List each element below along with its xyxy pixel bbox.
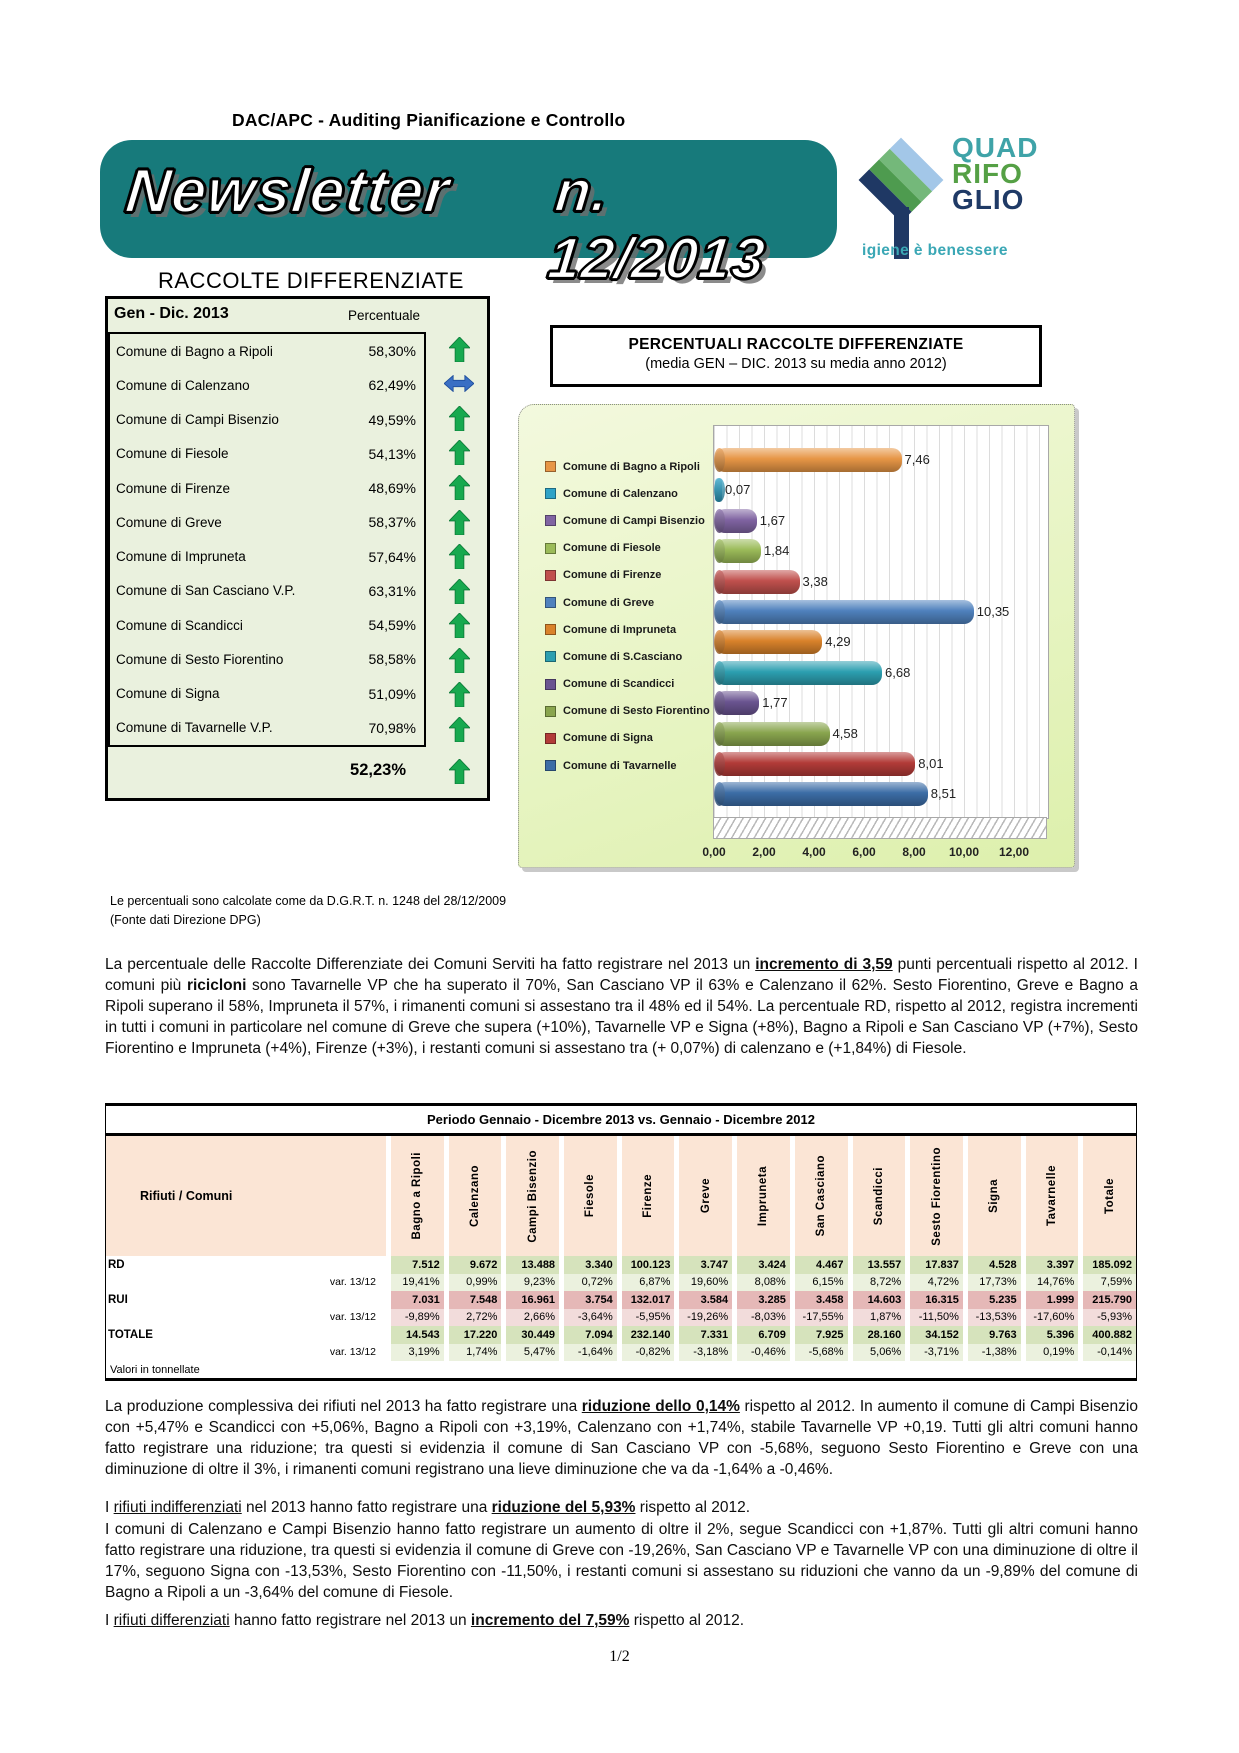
rd-trend-arrows <box>430 332 488 797</box>
row-label: var. 13/12 <box>106 1309 386 1327</box>
legend-label: Comune di Sesto Fiorentino <box>563 705 710 718</box>
chart-title-box <box>550 325 1042 387</box>
x-axis-tick: 0,00 <box>702 845 726 859</box>
data-cell: 8,72% <box>853 1274 906 1292</box>
data-cell: 3.397 <box>1026 1256 1079 1274</box>
bar-end-cap <box>714 600 725 624</box>
row-label: var. 13/12 <box>106 1344 386 1362</box>
logo-wordmark <box>952 132 1039 216</box>
up-arrow-icon <box>430 539 488 574</box>
data-cell: 2,66% <box>506 1309 559 1327</box>
legend-label: Comune di Fiesole <box>563 542 661 555</box>
legend-label: Comune di Tavarnelle <box>563 759 677 772</box>
chart-bar <box>715 509 757 533</box>
comune-percentage: 62,49% <box>368 377 416 394</box>
x-axis-tick: 6,00 <box>852 845 876 859</box>
data-cell: 14.543 <box>391 1326 444 1344</box>
legend-label: Comune di Firenze <box>563 569 662 582</box>
legend-swatch-icon <box>545 733 556 744</box>
data-cell: 1,74% <box>449 1344 502 1362</box>
bar-value-label: 1,84 <box>764 543 790 559</box>
bar-value-label: 10,35 <box>976 604 1010 619</box>
data-cell: 16.961 <box>506 1291 559 1309</box>
chart-bar <box>715 630 822 654</box>
data-cell: 1.999 <box>1026 1291 1079 1309</box>
paragraph-total-production: La produzione complessiva dei rifiuti nel 2013 ha fatto registrare una riduzione dello 0,14% rispetto al 2012. In aumento il comune di Campi Bisenzio con +5,47% e Scandicci con +5,06%, Bagno a Ripoli con +3,19%, Calenzano con +1,74%, stabile Tavarnelle VP +0,19. Tutti gli altri comuni hanno fatto registrare una riduzione; tra questi si evidenzia il comune di San Casciano VP con -5,68%, seguono Sesto Fiorentino e Greve con una diminuzione di oltre il 3%, i rimanenti comuni registrano una lieve diminuzione che va da -1,64% a -0,46%. <box>105 1398 1138 1478</box>
column-header-label: Totale <box>1103 1177 1116 1214</box>
rd-table-row <box>110 437 424 471</box>
data-cell: 30.449 <box>506 1326 559 1344</box>
legend-item <box>545 752 710 779</box>
legend-label: Comune di Impruneta <box>563 623 677 636</box>
data-cell: 5.396 <box>1026 1326 1079 1344</box>
chart-x-axis <box>519 845 1074 863</box>
data-cell: 5,06% <box>853 1344 906 1362</box>
data-cell: 232.140 <box>622 1326 675 1344</box>
comune-percentage: 58,58% <box>368 651 416 668</box>
column-header-label: Greve <box>699 1178 712 1214</box>
column-header-label: San Casciano <box>815 1155 828 1237</box>
paragraph-rd-increase: I rifiuti differenziati hanno fatto registrare nel 2013 un incremento del 7,59% rispetto al 2012. <box>105 1612 745 1629</box>
up-arrow-icon <box>430 401 488 436</box>
paragraph-rui-detail: I comuni di Calenzano e Campi Bisenzio hanno fatto registrare un aumento di oltre il 2%, segue Scandicci con +1,87%. Tutti gli altri comuni hanno fatto registrare una riduzione, tra questi si evidenzia il comune di Greve con -19,26%, San Casciano VP e Tavarnelle VP con una diminuzione di oltre il 17%, seguono Signa con -13,53%, Sesto Fiorentino con -11,50%, i restanti comuni si assestano su riduzioni che vanno da un -9,89% del comune di Bagno a Ripoli a un -3,64% del comune di Fiesole. <box>105 1521 1138 1601</box>
flat-arrow-icon <box>430 367 488 402</box>
rd-table <box>105 296 490 801</box>
bar-end-cap <box>714 509 725 533</box>
column-header-label: Fiesole <box>584 1174 597 1218</box>
data-cell: 100.123 <box>622 1256 675 1274</box>
up-arrow-icon <box>430 574 488 609</box>
data-cell: 3,19% <box>391 1344 444 1362</box>
legend-swatch-icon <box>545 461 556 472</box>
column-header-label: Impruneta <box>757 1165 770 1227</box>
column-header-label: Scandicci <box>872 1166 885 1226</box>
bar-end-cap <box>714 752 725 776</box>
rd-table-row <box>110 711 424 745</box>
row-label: RUI <box>106 1291 386 1309</box>
comune-percentage: 58,37% <box>368 514 416 531</box>
up-arrow-icon <box>430 643 488 678</box>
comune-name: Comune di Campi Bisenzio <box>116 412 279 428</box>
data-cell: -17,60% <box>1026 1309 1079 1327</box>
legend-label: Comune di S.Casciano <box>563 650 683 663</box>
data-cell: 3.754 <box>564 1291 617 1309</box>
chart-bar <box>715 782 928 806</box>
data-cell: 7.512 <box>391 1256 444 1274</box>
logo-tagline: igiene è benessere <box>862 242 1008 259</box>
up-arrow-icon <box>430 747 488 797</box>
data-cell: -5,95% <box>622 1309 675 1327</box>
comune-percentage: 54,13% <box>368 445 416 462</box>
legend-item <box>545 535 710 562</box>
comune-name: Comune di Signa <box>116 686 220 702</box>
comune-name: Comune di Fiesole <box>116 446 229 462</box>
data-cell: -5,93% <box>1083 1309 1136 1327</box>
x-axis-tick: 12,00 <box>998 845 1030 859</box>
data-cell: 17,73% <box>968 1274 1021 1292</box>
department-title: DAC/APC - Auditing Pianificazione e Controllo <box>232 110 626 130</box>
up-arrow-icon <box>430 608 488 643</box>
up-arrow-icon <box>430 470 488 505</box>
rd-footnote <box>110 892 506 930</box>
rd-total-value: 52,23% <box>350 761 406 779</box>
chart-bar <box>715 691 759 715</box>
data-cell: -0,82% <box>622 1344 675 1362</box>
comune-name: Comune di Greve <box>116 514 222 530</box>
comune-percentage: 58,30% <box>368 343 416 360</box>
comune-percentage: 48,69% <box>368 480 416 497</box>
chart-subtitle: (media GEN – DIC. 2013 su media anno 2012) <box>645 356 947 372</box>
chart-bar <box>715 448 902 472</box>
legend-item <box>545 671 710 698</box>
legend-swatch-icon <box>545 570 556 581</box>
data-cell: 7.031 <box>391 1291 444 1309</box>
column-header-label: Bagno a Ripoli <box>411 1152 424 1240</box>
bar-end-cap <box>714 630 725 654</box>
data-cell: 7.548 <box>449 1291 502 1309</box>
chart-bar <box>715 722 830 746</box>
comune-name: Comune di San Casciano V.P. <box>116 583 296 599</box>
row-label: TOTALE <box>106 1326 386 1344</box>
legend-label: Comune di Campi Bisenzio <box>563 514 705 527</box>
rd-value-header: Percentuale <box>348 308 421 323</box>
column-header <box>506 1136 559 1256</box>
data-cell: 7.925 <box>795 1326 848 1344</box>
data-cell: 14,76% <box>1026 1274 1079 1292</box>
data-cell: 6,87% <box>622 1274 675 1292</box>
comune-name: Comune di Impruneta <box>116 549 246 565</box>
banner-number: n. 12/2013 <box>545 159 769 291</box>
legend-item <box>545 589 710 616</box>
data-cell: 13.488 <box>506 1256 559 1274</box>
data-cell: 3.424 <box>737 1256 790 1274</box>
data-cell: 19,60% <box>679 1274 732 1292</box>
rd-table-row <box>110 368 424 402</box>
data-cell: 7,59% <box>1083 1274 1136 1292</box>
legend-swatch-icon <box>545 515 556 526</box>
comune-name: Comune di Bagno a Ripoli <box>116 343 273 359</box>
data-cell: 0,99% <box>449 1274 502 1292</box>
up-arrow-icon <box>430 677 488 712</box>
rd-table-row <box>110 642 424 676</box>
comune-percentage: 49,59% <box>368 411 416 428</box>
data-cell: 7.094 <box>564 1326 617 1344</box>
x-axis-tick: 4,00 <box>802 845 826 859</box>
column-header <box>679 1136 732 1256</box>
data-cell: 4,72% <box>910 1274 963 1292</box>
bar-value-label: 7,46 <box>904 452 930 467</box>
row-label: var. 13/12 <box>106 1274 386 1292</box>
column-header <box>449 1136 502 1256</box>
data-cell: -1,38% <box>968 1344 1021 1362</box>
bar-value-label: 4,58 <box>832 725 858 741</box>
legend-label: Comune di Greve <box>563 596 655 609</box>
bar-value-label: 1,67 <box>759 512 786 528</box>
data-cell: -0,14% <box>1083 1344 1136 1362</box>
column-header-label: Campi Bisenzio <box>526 1149 539 1243</box>
legend-item <box>545 643 710 670</box>
comune-name: Comune di Firenze <box>116 480 231 496</box>
paragraph-rd-summary: La percentuale delle Raccolte Differenziate dei Comuni Serviti ha fatto registrare nel 2013 un incremento di 3,59 punti percentuali rispetto al 2012. I comuni più ricicloni sono Tavarnelle VP che ha superato il 70%, San Casciano VP il 63% e Calenzano il 62%. Sesto Fiorentino, Greve e Bagno a Ripoli superano il 58%, Impruneta il 57%, i rimanenti comuni si assestano tra il 48% ed il 54%. La percentuale RD, rispetto al 2012, registra incrementi in tutti i comuni in particolare nel comune di Greve che supera (+10%), Tavarnelle VP e Signa (+8%), Bagno a Ripoli e San Casciano VP (+7%), Sesto Fiorentino e Impruneta (+4%), Firenze (+3%), i restanti comuni si assestano tra (+ 0,07%) di calenzano e (+1,84%) di Fiesole. <box>105 956 1139 1057</box>
x-axis-tick: 10,00 <box>948 845 980 859</box>
data-cell: 185.092 <box>1083 1256 1136 1274</box>
data-cell: 34.152 <box>910 1326 963 1344</box>
data-cell: -0,46% <box>737 1344 790 1362</box>
data-cell: -19,26% <box>679 1309 732 1327</box>
chart-title: PERCENTUALI RACCOLTE DIFFERENZIATE <box>628 336 964 353</box>
chart-bar <box>715 570 800 594</box>
data-cell: 4.467 <box>795 1256 848 1274</box>
data-cell: 6.709 <box>737 1326 790 1344</box>
bar-value-label: 4,29 <box>825 634 851 650</box>
column-header <box>564 1136 617 1256</box>
bar-value-label: 3,38 <box>802 573 828 589</box>
rd-table-row <box>110 334 424 368</box>
data-cell: 17.220 <box>449 1326 502 1344</box>
column-header-label: Firenze <box>642 1174 655 1218</box>
data-cell: 400.882 <box>1083 1326 1136 1344</box>
banner-title: Newsletter <box>122 157 454 226</box>
column-header-label: Signa <box>988 1179 1001 1213</box>
rd-table-title: RACCOLTE DIFFERENZIATE <box>158 268 464 293</box>
column-header <box>622 1136 675 1256</box>
data-cell: 14.603 <box>853 1291 906 1309</box>
rd-period-label: Gen - Dic. 2013 <box>114 305 229 322</box>
comune-percentage: 51,09% <box>368 685 416 702</box>
data-cell: 16.315 <box>910 1291 963 1309</box>
column-header <box>737 1136 790 1256</box>
data-cell: 215.790 <box>1083 1291 1136 1309</box>
column-header <box>795 1136 848 1256</box>
quadrifoglio-logo <box>856 133 1136 243</box>
rd-table-row <box>110 677 424 711</box>
rd-table-row <box>110 403 424 437</box>
legend-swatch-icon <box>545 543 556 554</box>
legend-item <box>545 725 710 752</box>
data-cell: 6,15% <box>795 1274 848 1292</box>
comune-percentage: 70,98% <box>368 719 416 736</box>
data-cell: -3,18% <box>679 1344 732 1362</box>
chart-bar <box>715 539 761 563</box>
column-header <box>910 1136 963 1256</box>
data-cell: -13,53% <box>968 1309 1021 1327</box>
data-cell: -9,89% <box>391 1309 444 1327</box>
page-number: 1/2 <box>609 1648 630 1665</box>
legend-swatch-icon <box>545 651 556 662</box>
data-cell: 13.557 <box>853 1256 906 1274</box>
column-header <box>968 1136 1021 1256</box>
bar-end-cap <box>714 782 725 806</box>
legend-item <box>545 616 710 643</box>
up-arrow-icon <box>430 505 488 540</box>
data-cell: 3.340 <box>564 1256 617 1274</box>
legend-swatch-icon <box>545 679 556 690</box>
data-cell: 9,23% <box>506 1274 559 1292</box>
data-cell: -3,71% <box>910 1344 963 1362</box>
data-cell: -5,68% <box>795 1344 848 1362</box>
rd-table-rows <box>108 332 426 747</box>
comune-name: Comune di Tavarnelle V.P. <box>116 720 273 736</box>
legend-item <box>545 698 710 725</box>
data-cell: 5.235 <box>968 1291 1021 1309</box>
data-cell: -3,64% <box>564 1309 617 1327</box>
bar-end-cap <box>714 570 725 594</box>
legend-swatch-icon <box>545 597 556 608</box>
rd-table-row <box>110 608 424 642</box>
column-header-label: Tavarnelle <box>1045 1165 1058 1227</box>
comune-name: Comune di Sesto Fiorentino <box>116 651 284 667</box>
up-arrow-icon <box>430 332 488 367</box>
paragraph-rui-summary: I rifiuti indifferenziati nel 2013 hanno fatto registrare una riduzione del 5,93% rispetto al 2012. <box>105 1499 751 1516</box>
data-cell: -1,64% <box>564 1344 617 1362</box>
comune-name: Comune di Scandicci <box>116 617 243 633</box>
data-table-title: Periodo Gennaio - Dicembre 2013 vs. Gennaio - Dicembre 2012 <box>106 1103 1136 1136</box>
bar-end-cap <box>714 478 725 502</box>
data-cell: 9.763 <box>968 1326 1021 1344</box>
data-cell: -11,50% <box>910 1309 963 1327</box>
data-cell: -17,55% <box>795 1309 848 1327</box>
x-axis-tick: 8,00 <box>902 845 926 859</box>
data-cell: 3.458 <box>795 1291 848 1309</box>
column-header <box>853 1136 906 1256</box>
data-cell: 1,87% <box>853 1309 906 1327</box>
rd-table-row <box>110 505 424 539</box>
rd-footnote-line-1: Le percentuali sono calcolate come da D.G.R.T. n. 1248 del 28/12/2009 <box>110 894 507 908</box>
waste-data-table <box>105 1103 1137 1381</box>
comune-percentage: 57,64% <box>368 548 416 565</box>
legend-item <box>545 507 710 534</box>
up-arrow-icon <box>430 436 488 471</box>
bar-end-cap <box>714 691 725 715</box>
column-header-label: Calenzano <box>469 1164 482 1227</box>
bar-end-cap <box>714 661 725 685</box>
rd-bar-chart <box>518 404 1075 868</box>
bar-end-cap <box>714 539 725 563</box>
legend-label: Comune di Bagno a Ripoli <box>563 460 700 473</box>
legend-label: Comune di Calenzano <box>563 487 678 500</box>
bar-value-label: 0,07 <box>725 482 751 498</box>
bar-end-cap <box>714 722 725 746</box>
data-cell: 28.160 <box>853 1326 906 1344</box>
rd-footnote-line-2: (Fonte dati Direzione DPG) <box>110 912 261 927</box>
chart-bar <box>715 752 915 776</box>
logo-line-1: QUAD <box>952 132 1039 163</box>
data-cell: 5,47% <box>506 1344 559 1362</box>
legend-swatch-icon <box>545 624 556 635</box>
data-cell: -8,03% <box>737 1309 790 1327</box>
rd-table-row <box>110 471 424 505</box>
up-arrow-icon <box>430 712 488 747</box>
column-header-label: Sesto Fiorentino <box>930 1146 943 1246</box>
data-cell: 2,72% <box>449 1309 502 1327</box>
data-cell: 7.331 <box>679 1326 732 1344</box>
chart-bar <box>715 600 974 624</box>
data-cell: 3.747 <box>679 1256 732 1274</box>
comune-percentage: 54,59% <box>368 617 416 634</box>
column-header <box>391 1136 444 1256</box>
data-cell: 4.528 <box>968 1256 1021 1274</box>
comune-percentage: 63,31% <box>368 582 416 599</box>
legend-swatch-icon <box>545 488 556 499</box>
bar-end-cap <box>714 448 725 472</box>
chart-bar <box>715 661 882 685</box>
bar-value-label: 1,77 <box>762 695 788 711</box>
chart-bar <box>715 478 722 502</box>
column-header <box>1083 1136 1136 1256</box>
legend-swatch-icon <box>545 760 556 771</box>
legend-swatch-icon <box>545 706 556 717</box>
legend-label: Comune di Signa <box>563 732 653 745</box>
data-cell: 17.837 <box>910 1256 963 1274</box>
column-header <box>1026 1136 1079 1256</box>
rifiuti-comuni-header: Rifiuti / Comuni <box>106 1136 386 1256</box>
logo-line-2: RIFO <box>952 158 1023 190</box>
data-cell: 132.017 <box>622 1291 675 1309</box>
legend-item <box>545 562 710 589</box>
bar-value-label: 8,51 <box>930 786 957 802</box>
data-cell: 0,72% <box>564 1274 617 1292</box>
legend-item <box>545 480 710 507</box>
x-axis-tick: 2,00 <box>752 845 776 859</box>
data-cell: 3.584 <box>679 1291 732 1309</box>
chart-floor <box>713 817 1047 839</box>
comune-name: Comune di Calenzano <box>116 377 250 393</box>
legend-item <box>545 453 710 480</box>
data-cell: 0,19% <box>1026 1344 1079 1362</box>
data-cell: 3.285 <box>737 1291 790 1309</box>
waste-data-grid <box>106 1136 1136 1361</box>
bar-value-label: 6,68 <box>885 664 911 680</box>
logo-line-3: GLIO <box>952 184 1025 216</box>
data-cell: 19,41% <box>391 1274 444 1292</box>
chart-plot-area <box>713 425 1049 819</box>
bar-value-label: 8,01 <box>918 756 944 771</box>
data-cell: 9.672 <box>449 1256 502 1274</box>
rd-table-row <box>110 540 424 574</box>
chart-legend <box>545 453 710 779</box>
rd-table-row <box>110 574 424 608</box>
data-cell: 8,08% <box>737 1274 790 1292</box>
data-table-footer: Valori in tonnellate <box>106 1361 1136 1381</box>
legend-label: Comune di Scandicci <box>563 678 675 691</box>
row-label: RD <box>106 1256 386 1274</box>
